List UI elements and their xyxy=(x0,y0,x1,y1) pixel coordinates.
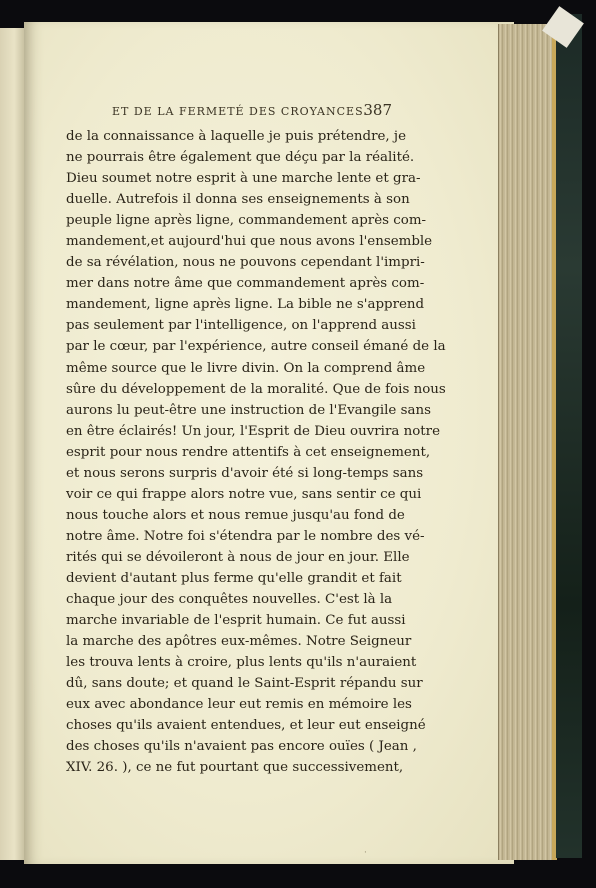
text-line: la marche des apôtres eux-mêmes. Notre Seigneur xyxy=(66,634,412,650)
text-line: en être éclairés! Un jour, l'Esprit de Dieu ouvrira notre xyxy=(66,423,440,439)
running-header xyxy=(112,101,392,121)
text-line: aurons lu peut-être une instruction de l'Evangile sans xyxy=(66,402,431,418)
text-line: marche invariable de l'esprit humain. Ce fut aussi xyxy=(66,613,406,629)
book-cover-board xyxy=(556,14,582,858)
text-line: choses qu'ils avaient entendues, et leur eut enseigné xyxy=(66,718,426,734)
footer-mark: · xyxy=(364,848,367,858)
text-line: sûre du développement de la moralité. Que de fois nous xyxy=(66,381,446,397)
text-line: chaque jour des conquêtes nouvelles. C'est là la xyxy=(66,592,393,608)
text-line: des choses qu'ils n'avaient pas encore ouïes ( Jean , xyxy=(66,739,417,755)
text-line: peuple ligne après ligne, commandement après com- xyxy=(66,213,427,229)
page-number: 387 xyxy=(363,101,392,119)
text-line: mandement, ligne après ligne. La bible ne s'apprend xyxy=(66,297,425,313)
text-line: mer dans notre âme que commandement après com- xyxy=(66,276,425,292)
text-line: ne pourrais être également que déçu par la réalité. xyxy=(66,150,415,166)
text-line: même source que le livre divin. On la comprend âme xyxy=(66,360,426,376)
text-line: dû, sans doute; et quand le Saint-Esprit répandu sur xyxy=(66,676,423,692)
text-line: eux avec abondance leur eut remis en mémoire les xyxy=(66,697,412,713)
text-line: pas seulement par l'intelligence, on l'apprend aussi xyxy=(66,318,416,334)
text-line: les trouva lents à croire, plus lents qu'ils n'auraient xyxy=(66,655,417,671)
text-line: Dieu soumet notre esprit à une marche lente et gra- xyxy=(66,171,421,187)
text-line: mandement,et aujourd'hui que nous avons l'ensemble xyxy=(66,234,433,250)
running-title: ET DE LA FERMETÉ DES CROYANCES. xyxy=(112,105,368,118)
text-line: et nous serons surpris d'avoir été si long-temps sans xyxy=(66,465,424,481)
text-line: voir ce qui frappe alors notre vue, sans sentir ce qui xyxy=(66,486,422,502)
text-line: notre âme. Notre foi s'étendra par le nombre des vé- xyxy=(66,528,425,544)
text-line: par le cœur, par l'expérience, autre conseil émané de la xyxy=(66,339,446,355)
text-line: rités qui se dévoileront à nous de jour en jour. Elle xyxy=(66,549,410,565)
facing-page-edge xyxy=(0,28,25,860)
page-block-edges xyxy=(498,24,557,860)
text-line: de la connaissance à laquelle je puis prétendre, je xyxy=(66,129,407,144)
body-text xyxy=(66,126,446,778)
text-line: duelle. Autrefois il donna ses enseignements à son xyxy=(66,192,410,208)
text-line: de sa révélation, nous ne pouvons cependant l'impri- xyxy=(66,255,425,271)
text-line: XIV. 26. ), ce ne fut pourtant que successivement, xyxy=(66,760,404,776)
text-line: nous touche alors et nous remue jusqu'au fond de xyxy=(66,507,405,523)
text-line: devient d'autant plus ferme qu'elle grandit et fait xyxy=(66,570,402,586)
text-line: esprit pour nous rendre attentifs à cet enseignement, xyxy=(66,444,431,460)
